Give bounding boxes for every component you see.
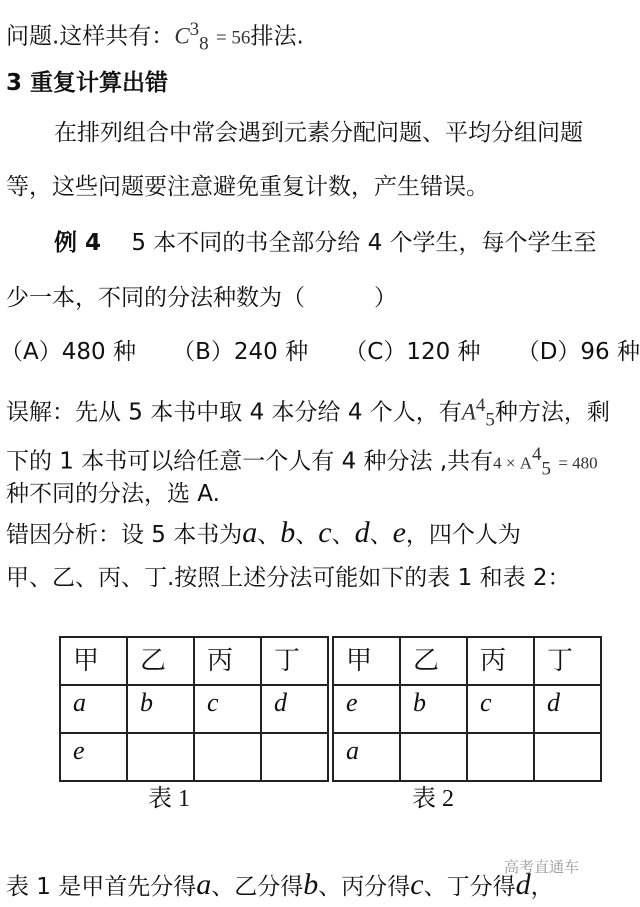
- sub: 5: [485, 409, 495, 431]
- cell: b: [400, 685, 467, 733]
- option-a: （A）480 种: [0, 339, 136, 365]
- formula-eq: = 480: [558, 453, 598, 473]
- para-line: 在排列组合中常会遇到元素分配问题、平均分组问题: [54, 120, 583, 146]
- options-line: [0, 337, 640, 367]
- wrong-line-2: [6, 440, 598, 484]
- text: 、丁分得: [423, 874, 516, 900]
- text: 问题.这样共有：: [6, 23, 175, 50]
- table-2: [332, 636, 602, 782]
- text: ，四个人为: [405, 522, 521, 548]
- analysis-line-2: 甲、乙、丙、丁.按照上述分法可能如下的表 1 和表 2：: [6, 565, 571, 591]
- example-line-2: 少一本，不同的分法种数为（ ）: [6, 285, 397, 311]
- cell: [127, 733, 194, 781]
- sup: 4: [475, 395, 486, 416]
- cell: [467, 733, 534, 781]
- formula: A: [461, 399, 476, 425]
- text: 种方法，剩: [494, 399, 610, 426]
- text: 误解：先从 5 本书中取 4 本分给 4 个人，有: [6, 399, 462, 426]
- cell: e: [333, 685, 400, 733]
- option-d: （D）96 种: [516, 339, 640, 365]
- header-cell: 甲: [60, 637, 127, 685]
- var: a: [196, 868, 212, 901]
- sup: 3: [189, 19, 200, 40]
- text: 排法.: [250, 23, 304, 50]
- text: 、丙分得: [318, 874, 411, 900]
- bottom-line: [6, 870, 554, 902]
- formula: 4 × A: [493, 453, 533, 473]
- header-cell: 甲: [333, 637, 400, 685]
- sep: 、: [369, 522, 393, 548]
- option-c: （C）120 种: [344, 339, 481, 365]
- header-cell: 丙: [194, 637, 261, 685]
- example-label: 例 4: [54, 230, 102, 256]
- line-intro: [6, 15, 304, 59]
- formula-eq: = 56: [215, 27, 251, 49]
- header-cell: 乙: [127, 637, 194, 685]
- cell: c: [194, 685, 261, 733]
- cell: e: [60, 733, 127, 781]
- table-1: [59, 636, 329, 782]
- cell: b: [127, 685, 194, 733]
- text: 表 1 是甲首先分得: [6, 874, 197, 900]
- sep: 、: [295, 522, 319, 548]
- cell: c: [467, 685, 534, 733]
- cell: [534, 733, 601, 781]
- book-e: e: [392, 516, 406, 549]
- text: 5 本不同的书全部分给 4 个学生，每个学生至: [131, 230, 597, 256]
- watermark: 高考直通车: [504, 858, 580, 876]
- var: c: [410, 868, 424, 901]
- text: 下的 1 本书可以给任意一个人有 4 种分法 ,共有: [6, 448, 494, 475]
- book-b: b: [280, 516, 296, 549]
- header-cell: 丁: [261, 637, 328, 685]
- header-cell: 丙: [467, 637, 534, 685]
- cell: [261, 733, 328, 781]
- table-2-caption: 表 2: [412, 786, 454, 812]
- book-d: d: [354, 516, 370, 549]
- text: 、乙分得: [211, 874, 304, 900]
- section-heading: 3 重复计算出错: [6, 70, 169, 96]
- var: b: [303, 868, 319, 901]
- cell: [194, 733, 261, 781]
- example-line: [54, 228, 597, 258]
- sep: 、: [257, 522, 281, 548]
- header-cell: 丁: [534, 637, 601, 685]
- header-cell: 乙: [400, 637, 467, 685]
- wrong-line-3: 种不同的分法，选 A.: [6, 481, 220, 507]
- text: 错因分析：设 5 本书为: [6, 522, 243, 548]
- table-1-caption: 表 1: [148, 786, 190, 812]
- wrong-line-1: [6, 391, 610, 435]
- sub: 8: [199, 33, 209, 55]
- cell: a: [60, 685, 127, 733]
- analysis-line-1: [6, 518, 521, 550]
- cell: a: [333, 733, 400, 781]
- para-line: 等，这些问题要注意避免重复计数，产生错误。: [6, 174, 489, 200]
- book-c: c: [318, 516, 332, 549]
- book-a: a: [242, 516, 258, 549]
- cell: d: [534, 685, 601, 733]
- cell: [400, 733, 467, 781]
- sub: 5: [541, 458, 552, 480]
- var: d: [515, 868, 531, 901]
- option-b: （B）240 种: [172, 339, 309, 365]
- formula: C: [174, 23, 190, 49]
- text: ，: [530, 874, 554, 900]
- sup: 4: [532, 444, 542, 465]
- sep: 、: [331, 522, 355, 548]
- cell: d: [261, 685, 328, 733]
